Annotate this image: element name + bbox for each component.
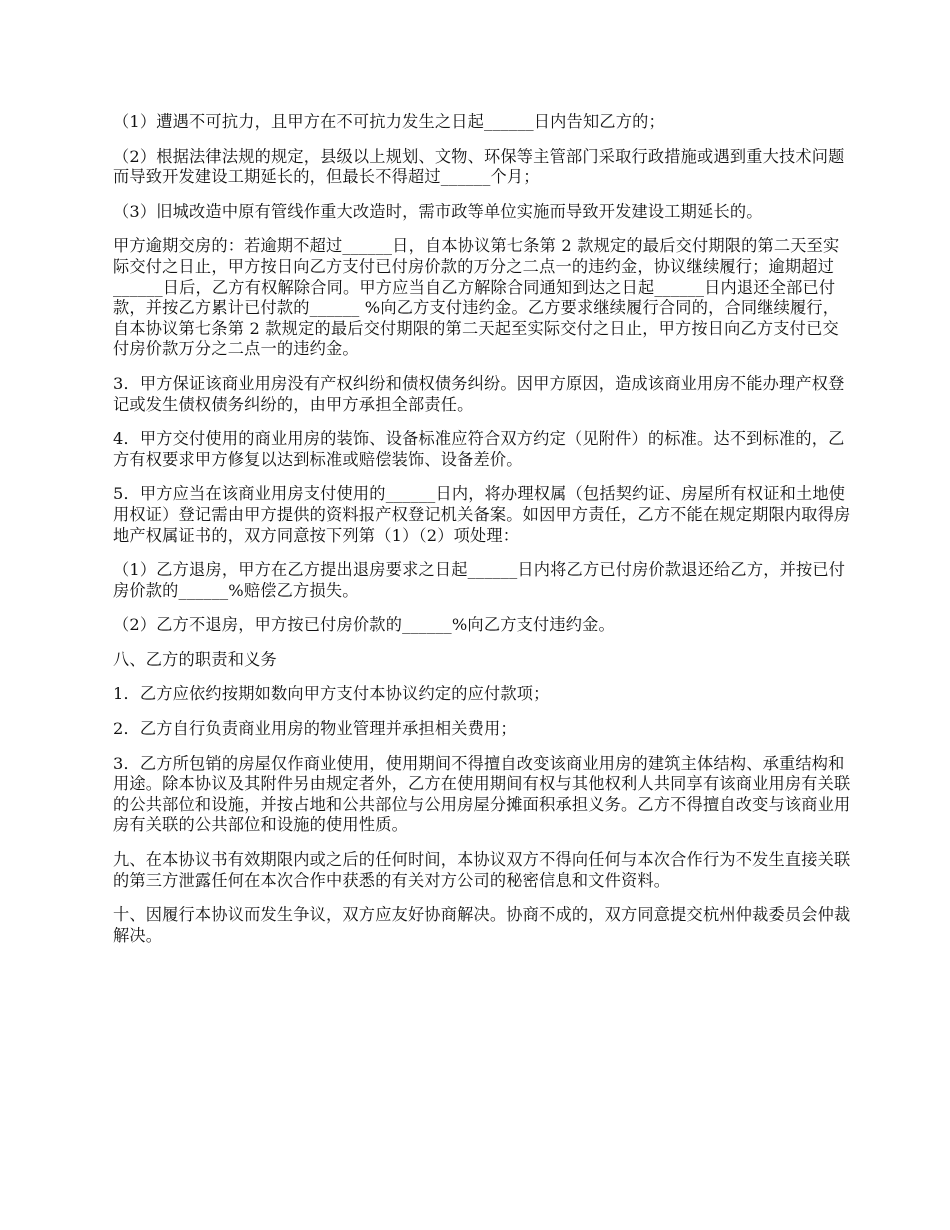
section-10-dispute: 十、因履行本协议而发生争议，双方应友好协商解决。协商不成的，双方同意提交杭州仲裁委员会仲裁解决。 xyxy=(113,905,851,945)
document-body xyxy=(113,112,855,960)
clause-5-registration: 5．甲方应当在该商业用房支付使用的______日内，将办理权属（包括契约证、房屋所有权证和土地使用权证）登记需由甲方提供的资料报产权登记机关备案。如因甲方责任，乙方不能在规定期限内取得房地产权属证书的，双方同意按下列第（1）（2）项处理： xyxy=(113,484,851,545)
section-8-item-3: 3．乙方所包销的房屋仅作商业使用，使用期间不得擅自改变该商业用房的建筑主体结构、承重结构和用途。除本协议及其附件另由规定者外，乙方在使用期间有权与其他权利人共同享有该商业用房有关联的公共部位和设施，并按占地和公共部位与公用房屋分摊面积承担义务。乙方不得擅自改变与该商业用房有关联的公共部位和设施的使用性质。 xyxy=(113,753,851,835)
section-8-item-1: 1．乙方应依约按期如数向甲方支付本协议约定的应付款项； xyxy=(113,684,550,704)
section-9-confidentiality: 九、在本协议书有效期限内或之后的任何时间，本协议双方不得向任何与本次合作行为不发生直接关联的第三方泄露任何在本次合作中获悉的有关对方公司的秘密信息和文件资料。 xyxy=(113,850,851,890)
clause-5-option-2-keep: （2）乙方不退房，甲方按已付房价款的______%向乙方支付违约金。 xyxy=(113,615,615,635)
clause-regulatory-delay: （2）根据法律法规的规定，县级以上规划、文物、环保等主管部门采取行政措施或遇到重大技术问题而导致开发建设工期延长的，但最长不得超过______个月； xyxy=(113,146,845,187)
clause-4-fitout-standard: 4．甲方交付使用的商业用房的装饰、设备标准应符合双方约定（见附件）的标准。达不到标准的，乙方有权要求甲方修复以达到标准或赔偿装饰、设备差价。 xyxy=(113,429,845,469)
section-8-heading: 八、乙方的职责和义务 xyxy=(113,649,277,669)
clause-3-title-guarantee: 3．甲方保证该商业用房没有产权纠纷和债权债务纠纷。因甲方原因，造成该商业用房不能办理产权登记或发生债权债务纠纷的，由甲方承担全部责任。 xyxy=(113,373,845,414)
clause-5-option-1-return: （1）乙方退房，甲方在乙方提出退房要求之日起______日内将乙方已付房价款退还给乙方，并按已付房价款的______%赔偿乙方损失。 xyxy=(113,560,846,600)
section-8-item-2: 2．乙方自行负责商业用房的物业管理并承担相关费用； xyxy=(113,719,517,739)
clause-municipal-pipeline-delay: （3）旧城改造中原有管线作重大改造时，需市政等单位实施而导致开发建设工期延长的。 xyxy=(113,201,763,221)
clause-force-majeure-notice: （1）遭遇不可抗力，且甲方在不可抗力发生之日起______日内告知乙方的； xyxy=(113,112,665,131)
clause-late-delivery-penalty: 甲方逾期交房的：若逾期不超过______日，自本协议第七条第 2 款规定的最后交付期限的第二天至实际交付之日止，甲方按日向乙方支付已付房价款的万分之二点一的违约金，协议继续履行；逾期超过______日后，乙方有权解除合同。甲方应当自乙方解除合同通知到达之日起______日内退还全部已付款，并按乙方累计已付款的______ %向乙方支付违约金。乙方要求继续履行合同的，合同继续履行，自本协议第七条第 2 款规定的最后交付期限的第二天起至实际交付之日止，甲方按日向乙方支付已交付房价款万分之二点一的违约金。 xyxy=(113,236,840,359)
